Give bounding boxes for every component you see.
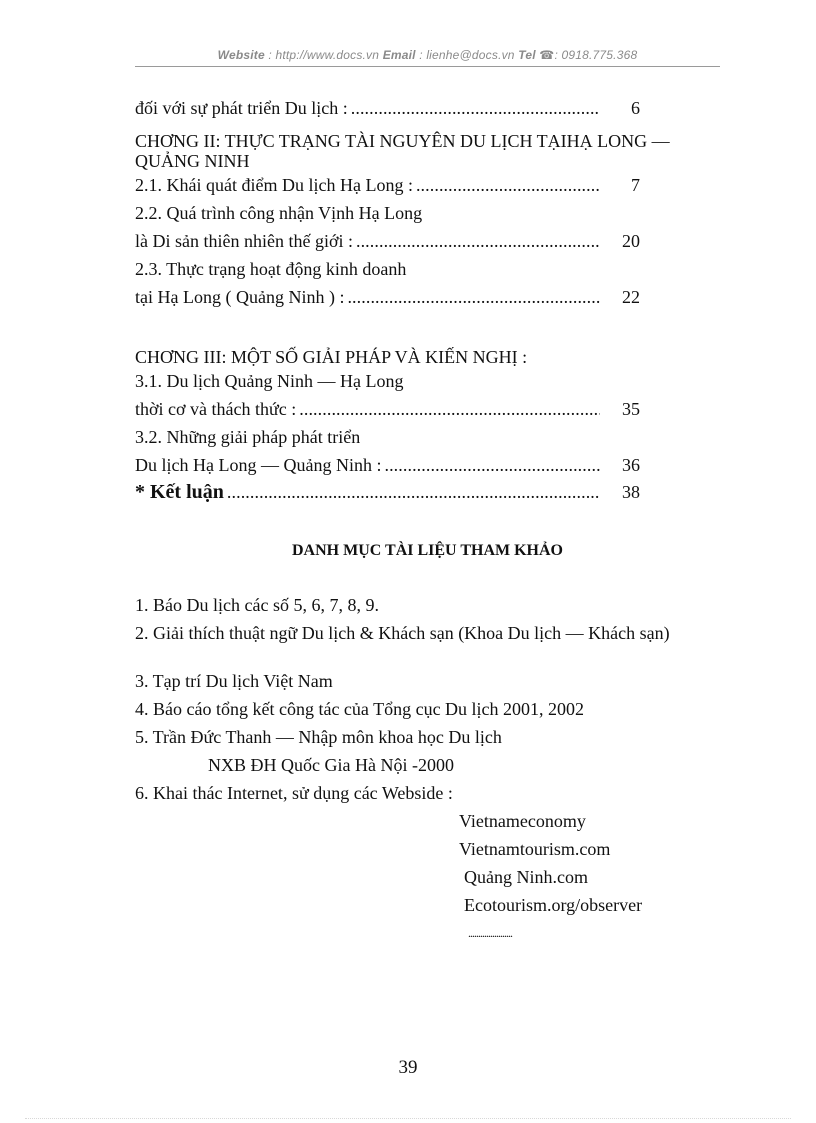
- toc-entry-page: 35: [622, 399, 640, 419]
- email-label: Email: [382, 48, 416, 62]
- dot-leader: [344, 287, 600, 307]
- toc-entry: [135, 98, 640, 118]
- dot-leader: [296, 399, 600, 419]
- dot-leader: [224, 482, 600, 502]
- toc-entry-page: 22: [622, 287, 640, 307]
- toc-entry-line: 3.1. Du lịch Quảng Ninh — Hạ Long: [135, 371, 404, 391]
- toc-entry-text: tại Hạ Long ( Quảng Ninh ) :: [135, 287, 345, 307]
- website-entry: Ecotourism.org/observer: [464, 895, 643, 915]
- header-divider: [135, 66, 720, 67]
- phone-icon: ☎: [539, 48, 555, 62]
- toc-entry-text: 2.1. Khái quát điểm Du lịch Hạ Long :: [135, 175, 413, 195]
- reference-item: 5. Trần Đức Thanh — Nhập môn khoa học Du lịch: [135, 727, 502, 747]
- toc-entry: [135, 455, 640, 475]
- website-entry: Quảng Ninh.com: [464, 867, 588, 887]
- website-entry: Vietnamtourism.com: [459, 839, 611, 859]
- dot-leader: [413, 175, 600, 195]
- toc-entry: [135, 399, 640, 419]
- website-ellipsis: ......................: [468, 926, 512, 940]
- toc-entry-page: 7: [631, 175, 640, 195]
- website-label: Website: [217, 48, 265, 62]
- toc-entry-text: thời cơ và thách thức :: [135, 399, 297, 419]
- reference-item-continuation: NXB ĐH Quốc Gia Hà Nội -2000: [208, 755, 454, 775]
- reference-item: 2. Giải thích thuật ngữ Du lịch & Khách sạn (Khoa Du lịch — Khách sạn): [135, 623, 670, 643]
- tel-number: : 0918.775.368: [554, 48, 638, 62]
- reference-item: 3. Tạp trí Du lịch Việt Nam: [135, 671, 333, 691]
- toc-entry-page: 6: [631, 98, 640, 118]
- references-title: DANH MỤC TÀI LIỆU THAM KHẢO: [292, 542, 563, 559]
- dot-leader: [348, 98, 600, 118]
- toc-entry-text: đối với sự phát triển Du lịch :: [135, 98, 348, 118]
- footer-divider: [25, 1118, 791, 1119]
- reference-item: 1. Báo Du lịch các số 5, 6, 7, 8, 9.: [135, 595, 379, 615]
- reference-item: 4. Báo cáo tổng kết công tác của Tổng cục Du lịch 2001, 2002: [135, 699, 585, 719]
- page-header: [135, 48, 720, 62]
- toc-entry: [135, 175, 640, 195]
- toc-entry: [135, 231, 640, 251]
- toc-conclusion: [135, 482, 640, 502]
- toc-entry-line: 3.2. Những giải pháp phát triển: [135, 427, 361, 447]
- toc-entry-page: 36: [622, 455, 640, 475]
- website-entry: Vietnameconomy: [459, 811, 586, 831]
- dot-leader: [353, 231, 600, 251]
- website-url: : http://www.docs.vn: [268, 48, 380, 62]
- chapter-2-title: CHƠNG II: THỰC TRẠNG TÀI NGUYÊN DU LỊCH TẠIHẠ LONG — QUẢNG NINH: [135, 131, 670, 171]
- toc-entry: [135, 287, 640, 307]
- tel-label: Tel: [518, 48, 536, 62]
- toc-entry-line: 2.2. Quá trình công nhận Vịnh Hạ Long: [135, 203, 423, 223]
- toc-entry-page: 20: [622, 231, 640, 251]
- chapter-3-title: CHƠNG III: MỘT SỐ GIẢI PHÁP VÀ KIẾN NGHỊ :: [135, 347, 528, 367]
- toc-entry-line: 2.3. Thực trạng hoạt động kinh doanh: [135, 259, 407, 279]
- dot-leader: [381, 455, 600, 475]
- toc-entry-text: là Di sản thiên nhiên thế giới :: [135, 231, 353, 251]
- email-address: : lienhe@docs.vn: [419, 48, 515, 62]
- toc-entry-page: 38: [622, 482, 640, 502]
- reference-item: 6. Khai thác Internet, sử dụng các Webside :: [135, 783, 453, 803]
- page-number: 39: [398, 1057, 418, 1078]
- toc-entry-text: * Kết luận: [135, 481, 224, 503]
- toc-entry-text: Du lịch Hạ Long — Quảng Ninh :: [135, 455, 382, 475]
